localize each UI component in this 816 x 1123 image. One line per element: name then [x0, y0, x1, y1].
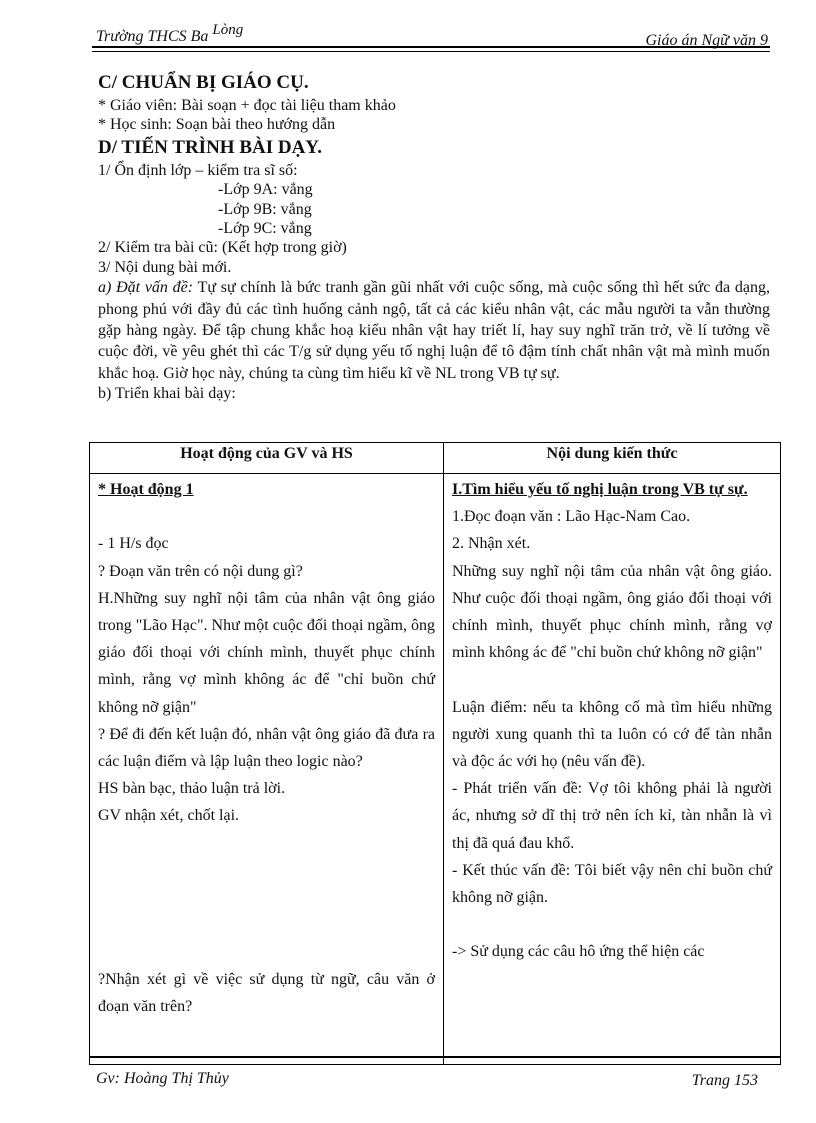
table-header-row: [90, 443, 781, 474]
knowledge-line: 1.Đọc đoạn văn : Lão Hạc-Nam Cao.: [452, 508, 691, 526]
knowledge-line: Luận điểm: nếu ta không cố mà tìm hiểu những người xung quanh thì ta luôn có cớ để tàn nhẫn và độc ác với họ (nêu vấn đề).: [452, 698, 772, 771]
step-2: 2/ Kiểm tra bài cũ: (Kết hợp trong giờ): [98, 239, 347, 257]
footer-rule: [92, 1064, 770, 1065]
section-c-title: C/ CHUẨN BỊ GIÁO CỤ.: [98, 72, 309, 93]
table-row: [90, 474, 781, 1065]
activity-line: ?Nhận xét gì về việc sử dụng từ ngữ, câu văn ở đoạn văn trên?: [98, 970, 435, 1015]
footer-page: Trang 153: [691, 1072, 758, 1089]
teacher-prep: * Giáo viên: Bài soạn + đọc tài liệu tham khảo: [98, 97, 396, 114]
class-9a: -Lớp 9A: vắng: [218, 181, 313, 199]
knowledge-heading: I.Tìm hiểu yếu tố nghị luận trong VB tự sự.: [452, 481, 748, 498]
step-b: b) Triển khai bài dạy:: [98, 385, 236, 403]
knowledge-line: 2. Nhận xét.: [452, 535, 531, 553]
lesson-content: [98, 70, 770, 404]
table-bottom-rule: [89, 1056, 780, 1058]
knowledge-line: - Kết thúc vấn đề: Tôi biết vậy nên chỉ buồn chứ không nỡ giận.: [452, 861, 772, 907]
activity-line: GV nhận xét, chốt lại.: [98, 807, 240, 825]
activity-line: - 1 H/s đọc: [98, 535, 169, 553]
intro-paragraph: [98, 277, 770, 384]
student-prep: * Học sinh: Soạn bài theo hướng dẫn: [98, 116, 336, 134]
knowledge-line: - Phát triển vấn đề: Vợ tôi không phải là người ác, nhưng sở dĩ thị trở nên ích kỉ, tàn nhẫn là vì thị đã quá đau khổ.: [452, 780, 772, 852]
header-rule: [92, 46, 770, 48]
activities-cell: [90, 474, 444, 1065]
knowledge-line: -> Sử dụng các câu hô ứng thể hiện các: [452, 943, 705, 961]
intro-text: Tự sự chính là bức tranh gần gũi nhất với cuộc sống, mà cuộc sống thì hết sức đa dạng, phong phú với đầy đủ các tình huống cảnh ngộ, tất cả các kiểu nhân vật, các mẫu người ta vẫn thường gặp hàng ngày. Để tập chung khắc hoạ kiểu nhân vật hay triết lí, hay suy nghĩ trăn trở, về lí tưởng về cuộc đời, về yêu ghét thì các T/g sử dụng yếu tố nghị luận để tô đậm tính chất nhân vật mà mình muốn khắc hoạ. Giờ học này, chúng ta cùng tìm hiểu kĩ về NL trong VB tự sự.: [98, 279, 771, 382]
activity-title: * Hoạt động 1: [98, 481, 194, 498]
class-9c: -Lớp 9C: vắng: [218, 220, 312, 238]
header-school-sup: Lòng: [212, 22, 244, 38]
col-activities-header: Hoạt động của GV và HS: [90, 443, 444, 474]
activity-line: ? Đoạn văn trên có nội dung gì?: [98, 562, 303, 580]
knowledge-line: Những suy nghĩ nội tâm của nhân vật ông giáo. Như cuộc đối thoại ngầm, ông giáo đối thoại với chính mình, thuyết phục chính mình, rằng vợ mình không ác để "chỉ buồn chứ không nỡ giận": [452, 562, 772, 662]
col-knowledge-header: Nội dung kiến thức: [444, 443, 781, 474]
knowledge-cell: [444, 474, 781, 1065]
activity-line: H.Những suy nghĩ nội tâm của nhân vật ông giáo trong "Lão Hạc". Như một cuộc đối thoại ngầm, ông giáo đối thoại với chính mình, thuyết phục chính mình, rằng vợ mình không ác để "chỉ buồn chứ không nỡ giận": [98, 589, 435, 716]
lesson-table: [89, 442, 781, 1065]
activity-line: ? Để đi đến kết luận đó, nhân vật ông giáo đã đưa ra các luận điểm và lập luận theo logic nào?: [98, 725, 435, 771]
section-d-title: D/ TIẾN TRÌNH BÀI DẠY.: [98, 136, 323, 158]
step-3: 3/ Nội dung bài mới.: [98, 258, 232, 276]
activity-line: HS bàn bạc, thảo luận trả lời.: [98, 780, 286, 798]
intro-label: a) Đặt vấn đề:: [98, 279, 194, 297]
class-9b: -Lớp 9B: vắng: [218, 200, 312, 218]
footer-author: Gv: Hoàng Thị Thủy: [96, 1070, 229, 1087]
step-1: 1/ Ổn định lớp – kiểm tra sĩ số:: [98, 161, 298, 179]
header-school: Trường THCS Ba Lòng: [96, 22, 244, 45]
header-rule-thin: [92, 51, 770, 52]
header-title: Giáo án Ngữ văn 9: [645, 32, 768, 49]
